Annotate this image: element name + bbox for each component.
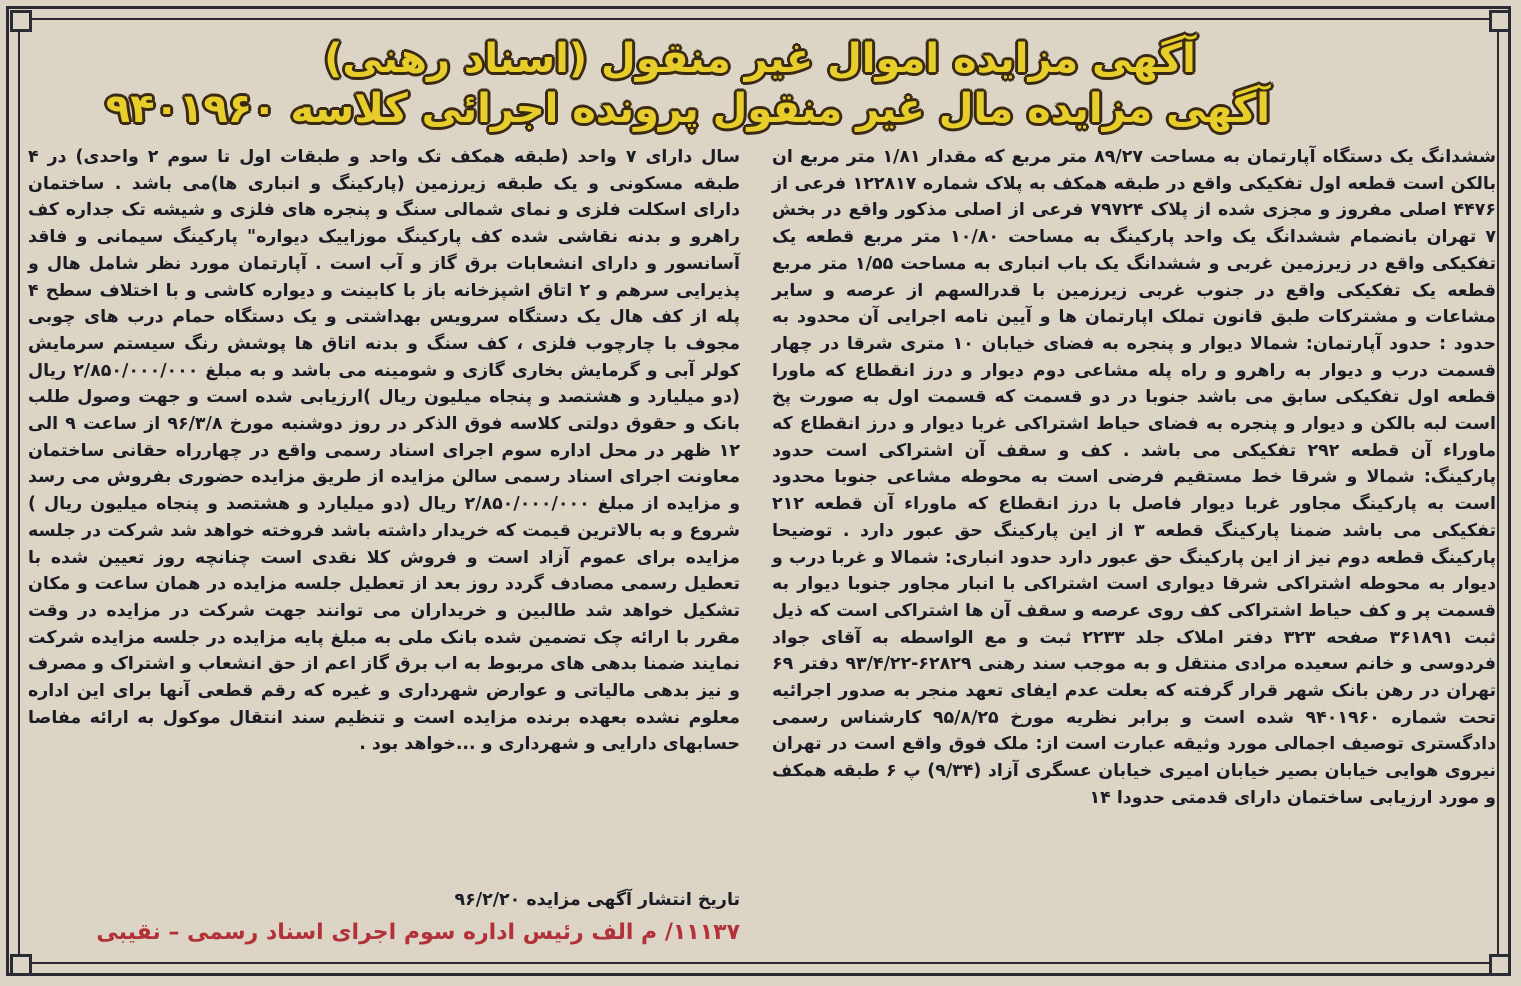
body-column-left	[28, 144, 740, 758]
headline-primary: آگهی مزایده اموال غیر منقول (اسناد رهنی)	[324, 36, 1196, 82]
body-text-left: سال دارای ۷ واحد (طبقه همکف تک واحد و طبقات اول تا سوم ۲ واحدی) در ۴ طبقه مسکونی و یک طبقه زیرزمین (پارکینگ و انباری ها)می باشد . ساختمان دارای اسکلت فلزی و نمای شمالی سنگ و پنجره های فلزی و شیشه تک جداره کف راهرو و بدنه نقاشی شده کف پارکینگ موزاییک دیواره" پارکینگ سیمانی و فاقد آسانسور و دارای انشعابات برق گاز و آب است . آپارتمان مورد نظر شامل هال و پذیرایی سرهم و ۲ اتاق اشپزخانه باز با کابینت و دیواره کاشی و با اختلاف سطح ۴ پله از کف هال یک دستگاه سرویس بهداشتی و یک دستگاه حمام درب های چوبی مجوف با چارچوب فلزی ، کف سنگ و بدنه اتاق ها پوشش رنگ سیستم سرمایش کولر آبی و گرمایش بخاری گازی و شومینه می باشد و به مبلغ ۲/۸۵۰/۰۰۰/۰۰۰ ریال (دو میلیارد و هشتصد و پنجاه میلیون ریال )ارزیابی شده است و جهت وصول طلب بانک و حقوق دولتی کلاسه فوق الذکر در روز دوشنبه مورخ ۹۶/۳/۸ از ساعت ۹ الی ۱۲ ظهر در محل اداره سوم اجرای اسناد رسمی واقع در چهارراه حقانی ساختمان معاونت اجرای اسناد رسمی سالن مزایده از طریق مزایده حضوری بفروش می رسد و مزایده از مبلغ ۲/۸۵۰/۰۰۰/۰۰۰ ریال (دو میلیارد و هشتصد و پنجاه میلیون ریال ) شروع و به بالاترین قیمت که خریدار داشته باشد فروخته خواهد شد شرکت در جلسه مزایده برای عموم آزاد است و فروش کلا نقدی است چنانچه روز تعیین شده با تعطیل رسمی مصادف گردد روز بعد از تعطیل جلسه مزایده در همان ساعت و مکان تشکیل خواهد شد طالبین و خریداران می توانند جهت شرکت در مزایده در وقت مقرر با ارائه چک تضمین شده بانک ملی به مبلغ پایه مزایده در جلسه مزایده شرکت نمایند ضمنا بدهی های مربوط به اب برق گاز اعم از حق انشعاب و اشتراک و مصرف و نیز بدهی مالیاتی و عوارض شهرداری و غیره که رقم قطعی آنها برای این اداره معلوم نشده بعهده برنده مزایده است و تنظیم سند انتقال موکول به ارائه مفاصا حسابهای دارایی و شهرداری و ...خواهد بود .	[28, 147, 741, 755]
body-text-right: ششدانگ یک دستگاه آپارتمان به مساحت ۸۹/۲۷ متر مربع که مقدار ۱/۸۱ متر مربع ان بالکن است قطعه اول تفکیکی واقع در طبقه همکف به پلاک شماره ۱۲۲۸۱۷ فرعی از ۴۴۷۶ اصلی مفروز و مجزی شده از پلاک ۷۹۷۲۴ فرعی از اصلی مذکور واقع در بخش ۷ تهران بانضمام ششدانگ یک واحد پارکینگ به مساحت ۱۰/۸۰ متر مربع قطعه یک تفکیکی واقع در زیرزمین غربی و ششدانگ یک باب انباری به مساحت ۱/۵۵ متر مربع قطعه یک تفکیکی واقع در جنوب غربی زیرزمین با قدرالسهم از عرصه و سایر مشاعات و مشترکات طبق قانون تملک اپارتمان ها و آیین نامه اجرایی آن محدود به حدود : حدود آپارتمان: شمالا دیوار و پنجره به فضای خیابان ۱۰ متری شرقا در چهار قسمت درب و دیوار به راهرو و راه پله مشاعی دوم دیوار و درز انقطاع که ماورا قطعه اول تفکیکی سابق می باشد جنوبا در دو قسمت که قسمت اول به صورت پخ است لبه بالکن و دیوار و پنجره به فضای حیاط اشتراکی غربا دیوار و درز انقطاع که ماوراء آن قطعه ۲۹۲ تفکیکی می باشد . کف و سقف آن اشتراکی است حدود پارکینگ: شمالا و شرقا خط مستقیم فرضی است به محوطه مشاعی جنوبا محدود است به پارکینگ مجاور غربا دیوار فاصل با درز انقطاع که ماوراء آن قطعه ۲۱۲ تفکیکی می باشد ضمنا پارکینگ قطعه ۳ از این پارکینگ حق عبور دارد . توضیحا پارکینگ قطعه دوم نیز از این پارکینگ حق عبور دارد حدود انباری: شمالا و غربا درب و دیوار به محوطه اشتراکی شرقا دیواری است اشتراکی با انبار مجاور جنوبا دیوار به قسمت پر و کف حیاط اشتراکی کف روی عرصه و سقف آن ها اشتراکی است که ذیل ثبت ۳۶۱۸۹۱ صفحه ۳۲۳ دفتر املاک جلد ۲۲۳۳ ثبت و مع الواسطه به آقای جواد فردوسی و خانم سعیده مرادی منتقل و به موجب سند رهنی ۶۲۸۲۹-۹۳/۴/۲۲ دفتر ۶۹ تهران در رهن بانک شهر قرار گرفته که بعلت عدم ایفای تعهد منجر به صدور اجرائیه تحت شماره ۹۴۰۱۹۶۰ شده است و برابر نظریه مورخ ۹۵/۸/۲۵ کارشناس رسمی دادگستری توصیف اجمالی مورد وثیقه عبارت است از: ملک فوق واقع است در تهران نیروی هوایی خیابان بصیر خیابان امیری خیابان عسگری آزاد (۹/۳۴) پ ۶ طبقه همکف و مورد ارزیابی ساختمان دارای قدمتی حدودا ۱۴	[772, 147, 1497, 808]
publication-date: تاریخ انتشار آگهی مزایده ۹۶/۲/۲۰	[454, 890, 740, 910]
corner-ornament	[1489, 954, 1511, 976]
body-column-right	[772, 144, 1496, 812]
corner-ornament	[1489, 10, 1511, 32]
signature-line: ۱۱۱۳۷/ م الف رئیس اداره سوم اجرای اسناد رسمی – نقیبی	[96, 920, 740, 945]
corner-ornament	[10, 954, 32, 976]
headline-secondary: آگهی مزایده مال غیر منقول پرونده اجرائی کلاسه ۹۴۰۱۹۶۰	[105, 86, 1270, 132]
corner-ornament	[10, 10, 32, 32]
